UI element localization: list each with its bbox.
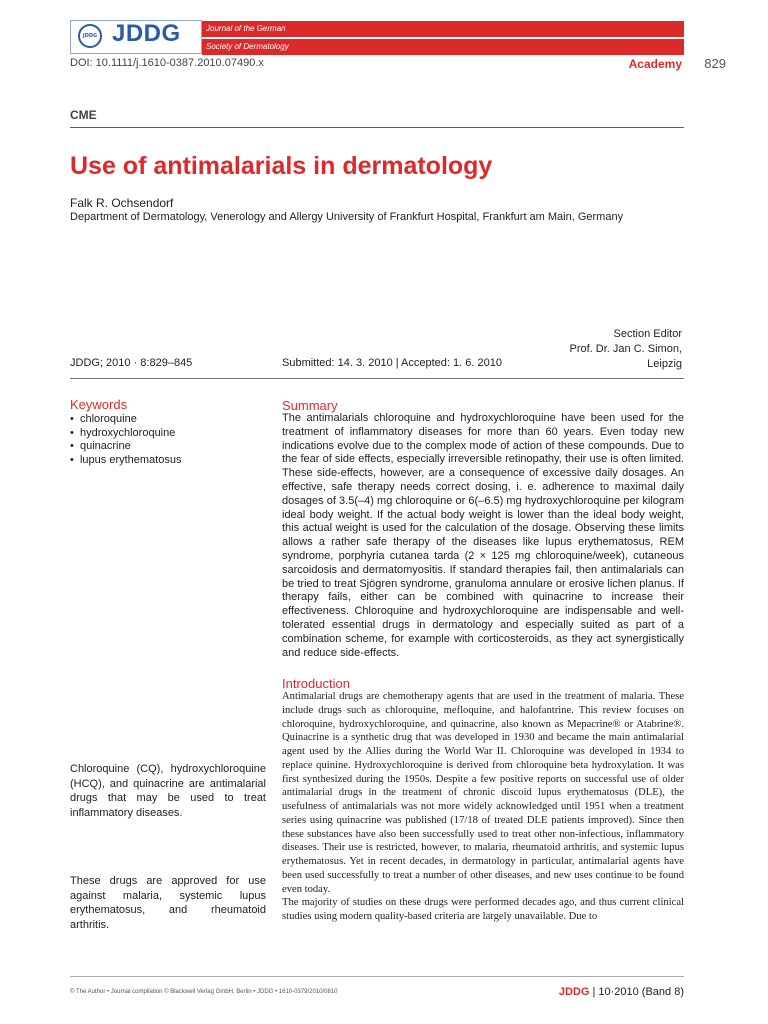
- page-number: 829: [704, 56, 726, 71]
- journal-abbreviation: JDDG: [112, 20, 181, 47]
- footer-divider: [70, 976, 684, 977]
- section-label: Academy: [628, 57, 682, 71]
- keywords-list: [70, 413, 181, 467]
- section-editor: [570, 327, 682, 372]
- section-editor-city: Leipzig: [647, 358, 682, 370]
- seal-lettering: JDDG: [82, 33, 98, 39]
- margin-note-1: Chloroquine (CQ), hydroxychloroquine (HCQ), and quinacrine are antimalarial drugs that may be used to treat inflammatory diseases.: [70, 763, 266, 819]
- article-title: Use of antimalarials in dermatology: [70, 152, 493, 180]
- header-divider: [70, 378, 684, 379]
- introduction-heading: Introduction: [282, 676, 350, 691]
- keywords-heading: Keywords: [70, 397, 128, 412]
- doi[interactable]: DOI: 10.1111/j.1610-0387.2010.07490.x: [70, 57, 264, 69]
- keyword-item: • lupus erythematosus: [70, 453, 182, 466]
- introduction-paragraph-1: Antimalarial drugs are chemotherapy agents that are used in the treatment of malaria. These include drugs such as chloroquine, mefloquine, and halofantrine. This review focuses on chloroquine, hydroxychloroquine, and quinacrine, also known as Mepacrine® or Atabrine®. Quinacrine is a synthetic drug that was developed in 1930 and became the main antimalarial agent used by the Allies during the World War II. Chloroquine was developed in 1934 to replace quinine. Hydroxychloroquine is derived from chloroquine beta hydroxylation. It was first synthesized during the 1950s. Despite a few positive reports on successful use of older antimalarial drugs in the treatment of chronic discoid lupus erythematosus (DLE), the usefulness of antimalarials was not more widely acknowledged until 1951 when a treatment series using quinacrine was published (17/18 of treated DLE patients improved). Since then these substances have also been successfully used to treat other non-infectious, inflammatory diseases. Their use is restricted, however, to malaria, rheumatoid arthritis, and systemic lupus erythematosus. Yet in recent decades, in dermatology in particular, antimalarial agents have been used successfully to treat a number of other diseases, and new uses continue to be found even today.: [282, 691, 684, 895]
- footer-journal: JDDG: [558, 986, 590, 998]
- summary-text: The antimalarials chloroquine and hydroxychloroquine have been used for the treatment of inflammatory diseases for more than 60 years. Even today new indications evolve due to the complex mode of action of these compounds. Due to the fear of side effects, especially irreversible retinopathy, their use is often limited. These side-effects, however, are a consequence of excessive daily dosages. An effective, safe therapy needs correct dosing, i. e. adherence to maximal daily dosages of 3.5(–4) mg chloroquine or 6(–6.5) mg hydroxychloroquine per kilogram ideal body weight. If the actual body weight is lower than the ideal body weight, this actual weight is used for the calculation of the dosage. Observing these limits allows a rather safe therapy of the diseases like lupus erythematosus, REM syndrome, porphyria cutanea tarda (2 × 125 mg chloroquine/week), cutaneous sarcoidosis and dermatomyositis. If standard therapies fail, then antimalarials can be tried to treat Sjögren syndrome, granuloma annulare or erosive lichen planus. If therapy fails, either can be combined with quinacrine to increase their effectiveness. Chloroquine and hydroxychloroquine are indispensable and well-tolerated essential drugs in dermatology and especially suited as part of a combination scheme, for example with corticosteroids, as they act synergistically and reduce side-effects.: [282, 412, 684, 659]
- copyright: © The Author • Journal compilation © Blackwell Verlag GmbH, Berlin • JDDG • 1610-0379/2010/0810: [70, 989, 338, 995]
- author: Falk R. Ochsendorf: [70, 196, 174, 210]
- journal-name-line1: Journal of the German: [206, 24, 286, 33]
- affiliation: Department of Dermatology, Venerology and Allergy University of Frankfurt Hospital, Frankfurt am Main, Germany: [70, 211, 624, 223]
- category-label: CME: [70, 108, 97, 122]
- introduction-paragraph-2: The majority of studies on these drugs were performed decades ago, and thus current clinical studies using modern quality-based criteria are largely unavailable. Due to: [282, 897, 684, 922]
- keyword-item: • chloroquine: [70, 413, 137, 425]
- margin-note-2: These drugs are approved for use against malaria, systemic lupus erythematosus, and rheumatoid arthritis.: [70, 875, 266, 931]
- journal-name-line2: Society of Dermatology: [206, 42, 289, 51]
- footer-issue-number: | 10·2010 (Band 8): [592, 986, 684, 998]
- summary-heading: Summary: [282, 398, 338, 413]
- keyword-item: • hydroxychloroquine: [70, 426, 176, 439]
- introduction-body: [282, 690, 684, 924]
- category-divider: [70, 127, 684, 128]
- keyword-item: • quinacrine: [70, 440, 131, 452]
- section-editor-label: Section Editor: [613, 328, 682, 340]
- society-seal-icon: [78, 24, 102, 48]
- section-editor-name: Prof. Dr. Jan C. Simon,: [569, 343, 682, 355]
- footer-issue: [559, 986, 684, 998]
- submission-dates: Submitted: 14. 3. 2010 | Accepted: 1. 6. 2010: [282, 357, 502, 369]
- citation: JDDG; 2010 · 8:829–845: [70, 357, 193, 369]
